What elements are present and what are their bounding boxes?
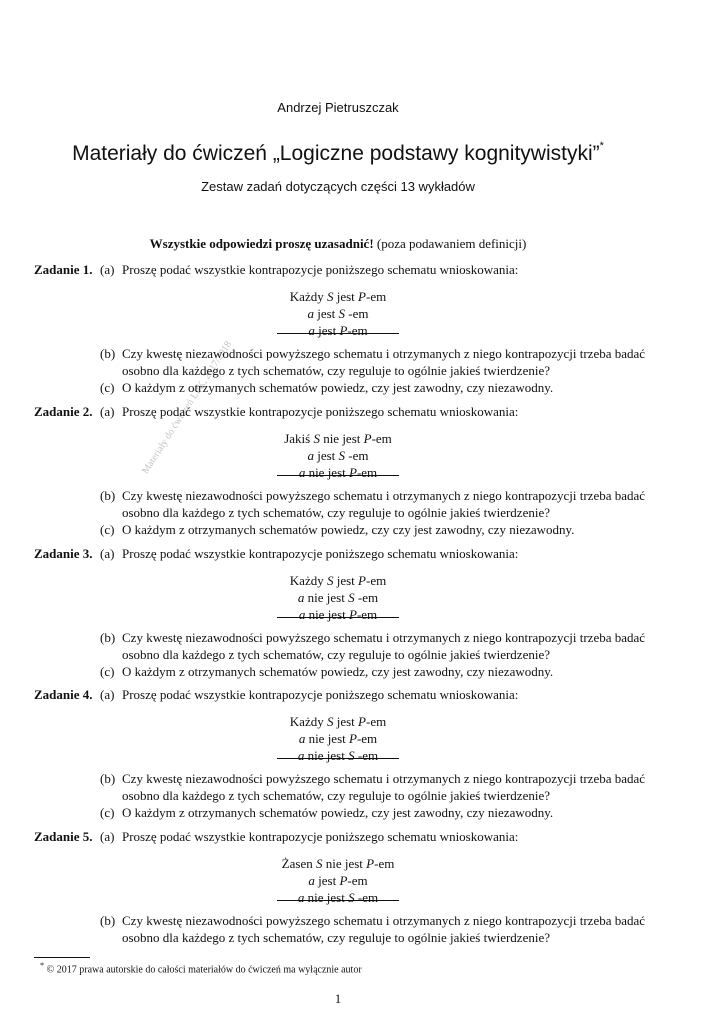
- scheme-text: nie jest: [304, 748, 349, 763]
- task-question-c: O każdym z otrzymanych schematów powiedz, czy jest zawodny, czy niezawodny.: [122, 805, 554, 820]
- task-question-a: Proszę podać wszystkie kontrapozycje poniższego schematu wnioskowania:: [122, 262, 519, 277]
- scheme-premise-1: [0, 572, 676, 589]
- footnote-mark: *: [40, 961, 45, 970]
- scheme-text: -em: [345, 306, 369, 321]
- scheme-text: Żasen: [281, 856, 316, 871]
- item-label-b: (b): [100, 771, 116, 786]
- instructions-notice: [0, 236, 676, 252]
- scheme-variable: S: [338, 306, 346, 321]
- scheme-text: jest: [314, 873, 340, 888]
- scheme-text: nie jest: [319, 431, 364, 446]
- scheme-text: -em: [371, 431, 392, 446]
- notice-bold: Wszystkie odpowiedzi proszę uzasadnić!: [149, 236, 374, 251]
- task-question-a: Proszę podać wszystkie kontrapozycje poniższego schematu wnioskowania:: [122, 546, 519, 561]
- scheme-variable: S: [338, 448, 346, 463]
- scheme-variable: a: [297, 748, 305, 763]
- watermark: Materiały do ćwiczeń LPK, 2017/2018: [140, 339, 235, 476]
- scheme-variable: P: [358, 573, 366, 588]
- scheme-text: -em: [345, 448, 369, 463]
- task-question-b-cont: osobno dla każdego z tych schematów, czy reguluje to ogólnie jakieś twierdzenie?: [122, 505, 551, 520]
- scheme-text: jest: [333, 289, 359, 304]
- scheme-variable: a: [297, 890, 305, 905]
- scheme-premise-2: [0, 730, 676, 747]
- inference-scheme: [0, 430, 676, 481]
- task-question-b-cont: osobno dla każdego z tych schematów, czy reguluje to ogólnie jakieś twierdzenie?: [122, 647, 551, 662]
- task-label: Zadanie 2.: [34, 404, 93, 419]
- scheme-variable: S: [326, 289, 334, 304]
- scheme-variable: P: [339, 323, 348, 338]
- footnote-marker: *: [599, 140, 604, 152]
- scheme-variable: P: [349, 465, 357, 480]
- scheme-variable: S: [315, 856, 323, 871]
- task-question-b-cont: osobno dla każdego z tych schematów, czy reguluje to ogólnie jakieś twierdzenie?: [122, 788, 551, 803]
- scheme-text: -em: [365, 714, 387, 729]
- inference-scheme: [0, 713, 676, 764]
- scheme-variable: a: [308, 873, 315, 888]
- scheme-conclusion: [0, 606, 676, 623]
- page-number: 1: [334, 991, 342, 1006]
- scheme-premise-2: [0, 589, 676, 606]
- task-question-c: O każdym z otrzymanych schematów powiedz, czy jest zawodny, czy niezawodny.: [122, 380, 554, 395]
- item-label-a: (a): [100, 546, 115, 561]
- item-label-b: (b): [100, 913, 116, 928]
- item-label-c: (c): [100, 805, 115, 820]
- scheme-text: -em: [354, 890, 379, 905]
- item-label-a: (a): [100, 687, 115, 702]
- scheme-text: -em: [365, 573, 387, 588]
- document-title-text: Materiały do ćwiczeń „Logiczne podstawy kognitywistyki”: [72, 142, 600, 165]
- task-question-b: Czy kwestę niezawodności powyższego schematu i otrzymanych z niego kontrapozycji trzeba badać: [122, 488, 646, 503]
- scheme-variable: S: [326, 573, 334, 588]
- item-label-c: (c): [100, 522, 115, 537]
- task-question-b-cont: osobno dla każdego z tych schematów, czy reguluje to ogólnie jakieś twierdzenie?: [122, 930, 551, 945]
- scheme-text: jest: [333, 714, 359, 729]
- scheme-text: Jakiś: [284, 431, 314, 446]
- scheme-text: jest: [333, 573, 359, 588]
- scheme-variable: P: [349, 731, 357, 746]
- scheme-premise-2: [0, 305, 676, 322]
- scheme-variable: a: [298, 731, 306, 746]
- document-title: [0, 142, 676, 166]
- task-question-c: O każdym z otrzymanych schematów powiedz, czy jest zawodny, czy niezawodny.: [122, 664, 554, 679]
- scheme-text: Każdy: [289, 289, 327, 304]
- footnote: [40, 961, 362, 975]
- task-question-a: Proszę podać wszystkie kontrapozycje poniższego schematu wnioskowania:: [122, 829, 519, 844]
- item-label-a: (a): [100, 829, 115, 844]
- scheme-variable: P: [358, 289, 366, 304]
- author-name: Andrzej Pietruszczak: [277, 100, 399, 115]
- footnote-text: 2017 prawa autorskie do całości materiałów do ćwiczeń ma wyłącznie autor: [56, 964, 362, 976]
- scheme-text: jest: [314, 323, 340, 338]
- task-label: Zadanie 3.: [34, 546, 93, 561]
- scheme-text: -em: [356, 731, 378, 746]
- scheme-variable: a: [298, 607, 306, 622]
- scheme-text: -em: [347, 873, 368, 888]
- scheme-text: Każdy: [289, 573, 327, 588]
- scheme-variable: a: [308, 323, 315, 338]
- scheme-text: -em: [365, 289, 387, 304]
- scheme-variable: P: [358, 714, 366, 729]
- inference-scheme: [0, 288, 676, 339]
- scheme-text: nie jest: [305, 607, 349, 622]
- item-label-c: (c): [100, 664, 115, 679]
- scheme-text: nie jest: [304, 890, 349, 905]
- scheme-text: -em: [354, 590, 379, 605]
- scheme-premise-1: [0, 713, 676, 730]
- scheme-variable: P: [339, 873, 348, 888]
- scheme-premise-1: [0, 430, 676, 447]
- scheme-variable: P: [363, 431, 372, 446]
- task-label: Zadanie 1.: [34, 262, 93, 277]
- task-question-a: Proszę podać wszystkie kontrapozycje poniższego schematu wnioskowania:: [122, 404, 519, 419]
- scheme-variable: a: [307, 448, 314, 463]
- scheme-conclusion: [0, 747, 676, 764]
- task-question-a: Proszę podać wszystkie kontrapozycje poniższego schematu wnioskowania:: [122, 687, 519, 702]
- inference-scheme: [0, 855, 676, 906]
- scheme-conclusion: [0, 889, 676, 906]
- scheme-text: nie jest: [305, 731, 349, 746]
- document-subtitle: Zestaw zadań dotyczących części 13 wykładów: [201, 179, 475, 194]
- scheme-text: nie jest: [305, 465, 349, 480]
- copyright-symbol: ©: [46, 964, 55, 976]
- item-label-b: (b): [100, 346, 116, 361]
- scheme-conclusion: [0, 464, 676, 481]
- scheme-text: -em: [354, 748, 379, 763]
- scheme-variable: a: [297, 590, 305, 605]
- scheme-variable: S: [348, 590, 355, 605]
- task-label: Zadanie 5.: [34, 829, 93, 844]
- scheme-premise-2: [0, 872, 676, 889]
- scheme-text: -em: [374, 856, 395, 871]
- scheme-variable: a: [298, 465, 306, 480]
- scheme-premise-1: [0, 855, 676, 872]
- scheme-text: -em: [356, 465, 378, 480]
- item-label-b: (b): [100, 488, 116, 503]
- scheme-variable: S: [326, 714, 334, 729]
- scheme-text: -em: [356, 607, 378, 622]
- scheme-premise-1: [0, 288, 676, 305]
- task-question-b: Czy kwestę niezawodności powyższego schematu i otrzymanych z niego kontrapozycji trzeba badać: [122, 346, 646, 361]
- scheme-variable: P: [349, 607, 357, 622]
- item-label-c: (c): [100, 380, 115, 395]
- scheme-variable: S: [348, 748, 355, 763]
- scheme-text: nie jest: [322, 856, 367, 871]
- scheme-variable: P: [366, 856, 375, 871]
- item-label-a: (a): [100, 404, 115, 419]
- task-question-b: Czy kwestę niezawodności powyższego schematu i otrzymanych z niego kontrapozycji trzeba badać: [122, 913, 646, 928]
- item-label-a: (a): [100, 262, 115, 277]
- scheme-text: jest: [313, 448, 339, 463]
- task-question-c: O każdym z otrzymanych schematów powiedz, czy czy jest zawodny, czy niezawodny.: [122, 522, 575, 537]
- task-question-b: Czy kwestę niezawodności powyższego schematu i otrzymanych z niego kontrapozycji trzeba badać: [122, 630, 646, 645]
- scheme-premise-2: [0, 447, 676, 464]
- task-label: Zadanie 4.: [34, 687, 93, 702]
- scheme-variable: a: [307, 306, 314, 321]
- scheme-conclusion: [0, 322, 676, 339]
- task-question-b: Czy kwestę niezawodności powyższego schematu i otrzymanych z niego kontrapozycji trzeba badać: [122, 771, 646, 786]
- scheme-text: Każdy: [289, 714, 327, 729]
- item-label-b: (b): [100, 630, 116, 645]
- scheme-text: jest: [313, 306, 339, 321]
- scheme-text: nie jest: [304, 590, 349, 605]
- scheme-variable: S: [348, 890, 355, 905]
- scheme-text: -em: [347, 323, 368, 338]
- task-question-b-cont: osobno dla każdego z tych schematów, czy reguluje to ogólnie jakieś twierdzenie?: [122, 363, 551, 378]
- inference-scheme: [0, 572, 676, 623]
- footnote-rule: [34, 957, 90, 958]
- notice-rest: (poza podawaniem definicji): [376, 236, 527, 251]
- scheme-variable: S: [313, 431, 320, 446]
